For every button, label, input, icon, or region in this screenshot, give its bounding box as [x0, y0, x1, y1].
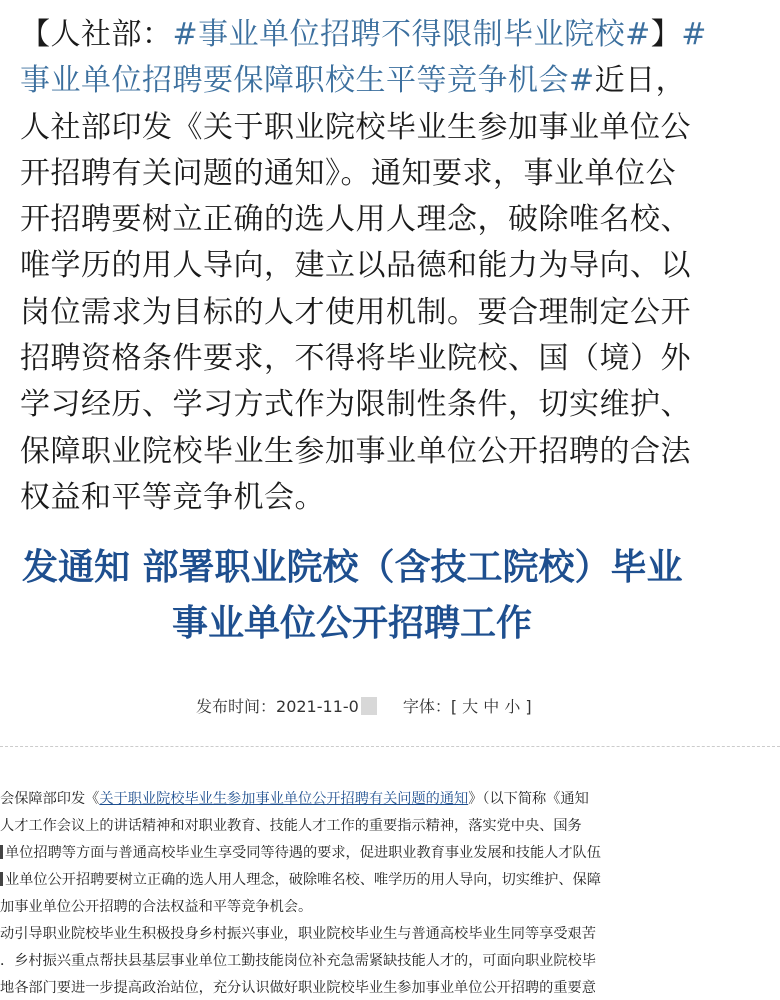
- post-line-9: 学习经历、学习方式作为限制性条件，切实维护、: [20, 387, 691, 423]
- article-headline: [0, 540, 780, 652]
- hashtag-fair-competition[interactable]: 事业单位招聘要保障职校生平等竞争机会#: [20, 63, 595, 99]
- body-row-1-pre: 会保障部印发《: [0, 791, 100, 807]
- post-line-7: 岗位需求为目标的人才使用机制。要合理制定公开: [20, 294, 691, 330]
- post-line-11: 权益和平等竞争机会。: [20, 479, 325, 515]
- cut-edge-mark: [0, 845, 3, 859]
- body-row-7: ．乡村振兴重点帮扶县基层事业单位工勤技能岗位补充急需紧缺技能人才的，可面向职业院校毕: [0, 953, 596, 969]
- post-line-8: 招聘资格条件要求，不得将毕业院校、国（境）外: [20, 341, 691, 377]
- headline-line-2: 事业单位公开招聘工作: [172, 603, 533, 644]
- post-line-4: 开招聘有关问题的通知》。通知要求，事业单位公: [20, 155, 676, 191]
- font-size-label: 字体：: [402, 697, 451, 716]
- body-row-6: 动引导职业院校毕业生积极投身乡村振兴事业，职业院校毕业生与普通高校毕业生同等享受艰苦: [0, 926, 596, 942]
- post-line-3: 人社部印发《关于职业院校毕业生参加事业单位公: [20, 109, 691, 145]
- post-text: [20, 12, 760, 521]
- body-row-4: 业单位公开招聘要树立正确的选人用人理念，破除唯名校、唯学历的用人导向，切实维护、保障: [0, 867, 780, 894]
- font-size-switcher[interactable]: [ 大 中 小 ]: [450, 697, 532, 716]
- article-body: [0, 786, 780, 1000]
- post-line-1: [20, 12, 760, 58]
- notice-link[interactable]: 关于职业院校毕业生参加事业单位公开招聘有关问题的通知: [99, 791, 469, 807]
- post-text-recently: 近日，: [594, 63, 687, 99]
- post-source: 人社部：: [50, 17, 173, 52]
- body-row-1-post: 》（以下简称《通知: [468, 791, 589, 807]
- bracket-open: 【: [20, 17, 51, 52]
- meta-divider: [0, 746, 780, 747]
- news-screenshot: [0, 522, 780, 1000]
- post-line-2: [20, 58, 760, 104]
- hashtag-school-restriction[interactable]: #事业单位招聘不得限制毕业院校#: [172, 17, 651, 52]
- redacted-mark: [361, 697, 377, 715]
- body-row-8: 地各部门要进一步提高政治站位，充分认识做好职业院校毕业生参加事业单位公开招聘的重要意: [0, 980, 596, 996]
- hashtag-fair-competition-start[interactable]: #: [681, 17, 707, 52]
- article-meta: [196, 694, 532, 717]
- headline-line-1: 发通知 部署职业院校（含技工院校）毕业: [22, 547, 683, 588]
- publish-time-label: 发布时间：: [196, 697, 277, 716]
- bracket-close: 】: [650, 17, 682, 52]
- body-row-5: 加事业单位公开招聘的合法权益和平等竞争机会。: [0, 899, 313, 915]
- post-line-10: 保障职业院校毕业生参加事业单位公开招聘的合法: [20, 433, 691, 469]
- post-line-5: 开招聘要树立正确的选人用人理念，破除唯名校、: [20, 202, 691, 238]
- body-row-1: [0, 786, 780, 813]
- body-row-3: 单位招聘等方面与普通高校毕业生享受同等待遇的要求，促进职业教育事业发展和技能人才队伍: [0, 840, 780, 867]
- cut-edge-mark: [0, 872, 3, 886]
- body-row-2: 人才工作会议上的讲话精神和对职业教育、技能人才工作的重要指示精神，落实党中央、国务: [0, 818, 582, 834]
- publish-date: 2021-11-0: [276, 697, 359, 716]
- post-line-6: 唯学历的用人导向，建立以品德和能力为导向、以: [20, 248, 691, 284]
